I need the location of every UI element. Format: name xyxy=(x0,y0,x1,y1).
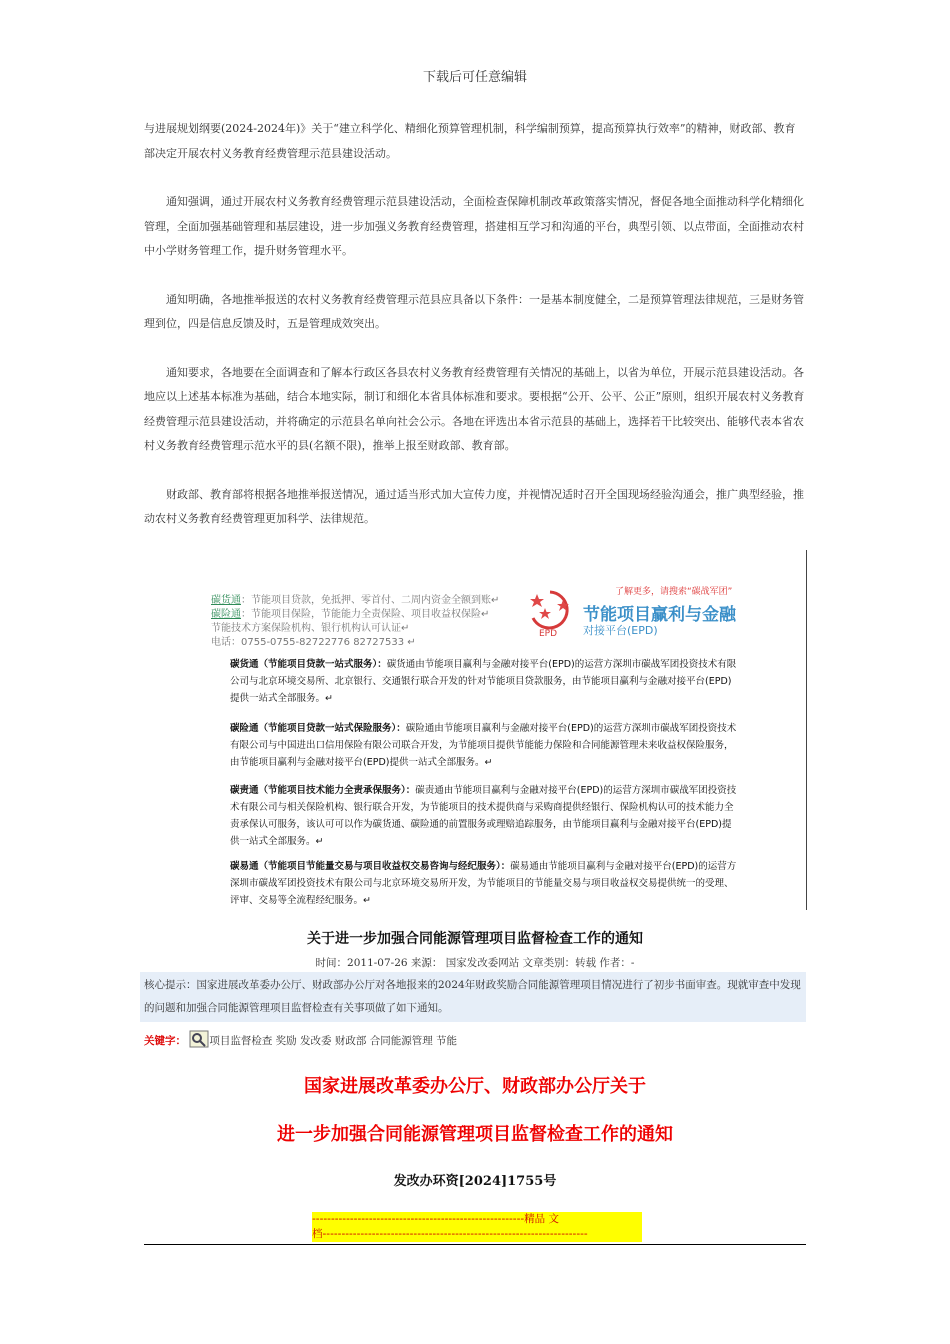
service-item: 碳险通（节能项目贷款一站式保险服务）：碳险通由节能项目赢利与金融对接平台(EPD)的运营方深圳市碳战军团投资技术有限公司与中国进出口信用保险有限公司联合开发，为节能项目提供节能能力保险和合同能源管理未来收益权保险服务，由节能项目赢利与金融对接平台(EPD)提供一站式全部服务。↵ xyxy=(230,723,737,768)
paragraph: 通知要求，各地要在全面调查和了解本行政区各县农村义务教育经费管理有关情况的基础上，以省为单位，开展示范县建设活动。各地应以上述基本标准为基础，结合本地实际，制订和细化本省具体标准和要求。要根据“公开、公平、公正”原则，组织开展农村义务教育经费管理示范县建设活动，并将确定的示范县名单向社会公示。各地在评选出本省示范县的基础上，选择若干比较突出、能够代表本省农村义务教育经费管理示范水平的县(名额不限)，推举上报至财政部、教育部。 xyxy=(144,365,805,452)
paragraph: 财政部、教育部将根据各地推举报送情况，通过适当形式加大宣传力度，并视情况适时召开全国现场经验沟通会，推广典型经验，推动农村义务教育经费管理更加科学、法律规范。 xyxy=(144,487,804,525)
paragraph: 通知明确，各地推举报送的农村义务教育经费管理示范县应具备以下条件：一是基本制度健全，二是预算管理法律规范，三是财务管理到位，四是信息反馈及时，五是管理成效突出。 xyxy=(144,292,804,330)
logo-mark-text: EPD xyxy=(539,629,558,638)
paragraph: 与进展规划纲要(2024-2024年)》关于“建立科学化、精细化预算管理机制，科学编制预算，提高预算执行效率”的精神，财政部、教育部决定开展农村义务教育经费管理示范县建设活动。 xyxy=(144,122,796,160)
ad-line: 碳货通：节能项目贷款，免抵押、零首付、二周内资金全额到账↵ xyxy=(211,595,500,606)
page-header: 下载后可任意编辑 xyxy=(422,70,527,85)
ad-logo-title: 节能项目赢利与金融 xyxy=(583,605,736,625)
notice-title-line-1: 国家进展改革委办公厅、财政部办公厅关于 xyxy=(304,1076,646,1097)
keywords-row xyxy=(144,1030,457,1048)
keyword-icon xyxy=(189,1030,209,1048)
epd-logo-icon xyxy=(525,586,575,638)
footer-watermark-line-1: --------------------------------------------------------精品 文 xyxy=(312,1212,642,1227)
ad-logo-subtitle: 对接平台(EPD) xyxy=(583,624,658,637)
document-number: 发改办环资[2024]1755号 xyxy=(393,1174,557,1189)
advertisement xyxy=(205,582,745,912)
paragraph: 通知强调，通过开展农村义务教育经费管理示范县建设活动，全面检查保障机制改革政策落实情况，督促各地全面推动科学化精细化管理，全面加强基础管理和基层建设，进一步加强义务教育经费管理，搭建相互学习和沟通的平台，典型引领、以点带面，全面推动农村中小学财务管理工作，提升财务管理水平。 xyxy=(144,195,804,257)
service-item: 碳货通（节能项目贷款一站式服务）：碳货通由节能项目赢利与金融对接平台(EPD)的运营方深圳市碳战军团投资技术有限公司与北京环境交易所、北京银行、交通银行联合开发的针对节能项目贷款服务，由节能项目赢利与金融对接平台(EPD)提供一站式全部服务。↵ xyxy=(230,659,737,704)
service-item: 碳易通（节能项目节能量交易与项目收益权交易咨询与经纪服务）：碳易通由节能项目赢利与金融对接平台(EPD)的运营方深圳市碳战军团投资技术有限公司与北京环境交易所开发，为节能项目的节能量交易与项目收益权交易提供统一的受理、评审、交易等全流程经纪服务。↵ xyxy=(230,861,737,906)
footer-rule xyxy=(144,1244,806,1245)
article-title: 关于进一步加强合同能源管理项目监督检查工作的通知 xyxy=(307,931,643,947)
service-item: 碳责通（节能项目技术能力全责承保服务）：碳责通由节能项目赢利与金融对接平台(EPD)的运营方深圳市碳战军团投资技术有限公司与相关保险机构、银行联合开发，为节能项目的技术提供商与采购商提供经银行、保险机构认可的技术能力全责承保认可服务，该认可可以作为碳货通、碳险通的前置服务或理赔追踪服务，由节能项目赢利与金融对接平台(EPD)提供一站式全部服务。↵ xyxy=(230,785,737,847)
ad-line: 电话：0755-0755-82722776 82727533 ↵ xyxy=(211,637,416,648)
body-text xyxy=(144,117,806,556)
ad-divider xyxy=(806,550,807,910)
core-hint: 核心提示：国家进展改革委办公厅、财政部办公厅对各地报来的2024年财政奖励合同能源管理项目情况进行了初步书面审查。现就审查中发现的问题和加强合同能源管理项目监督检查有关事项做了如下通知。 xyxy=(140,972,806,1022)
keywords-list[interactable]: 项目监督检查 奖励 发改委 财政部 合同能源管理 节能 xyxy=(209,1035,458,1047)
ad-line: 节能技术方案保险机构、银行机构认可认证↵ xyxy=(211,623,410,634)
keywords-label: 关键字： xyxy=(144,1035,186,1047)
ad-line: 碳险通：节能项目保险，节能能力全责保险、项目收益权保险↵ xyxy=(211,609,490,620)
ad-slogan: 了解更多，请搜索“碳战军团” xyxy=(615,587,733,597)
notice-title-line-2: 进一步加强合同能源管理项目监督检查工作的通知 xyxy=(277,1124,673,1145)
ad-contact-block xyxy=(211,594,499,650)
article-meta: 时间：2011-07-26 来源： 国家发改委网站 文章类别：转载 作者：- xyxy=(315,957,635,969)
footer-watermark-line-2: 档---------------------------------------------------------------------- xyxy=(312,1227,642,1242)
